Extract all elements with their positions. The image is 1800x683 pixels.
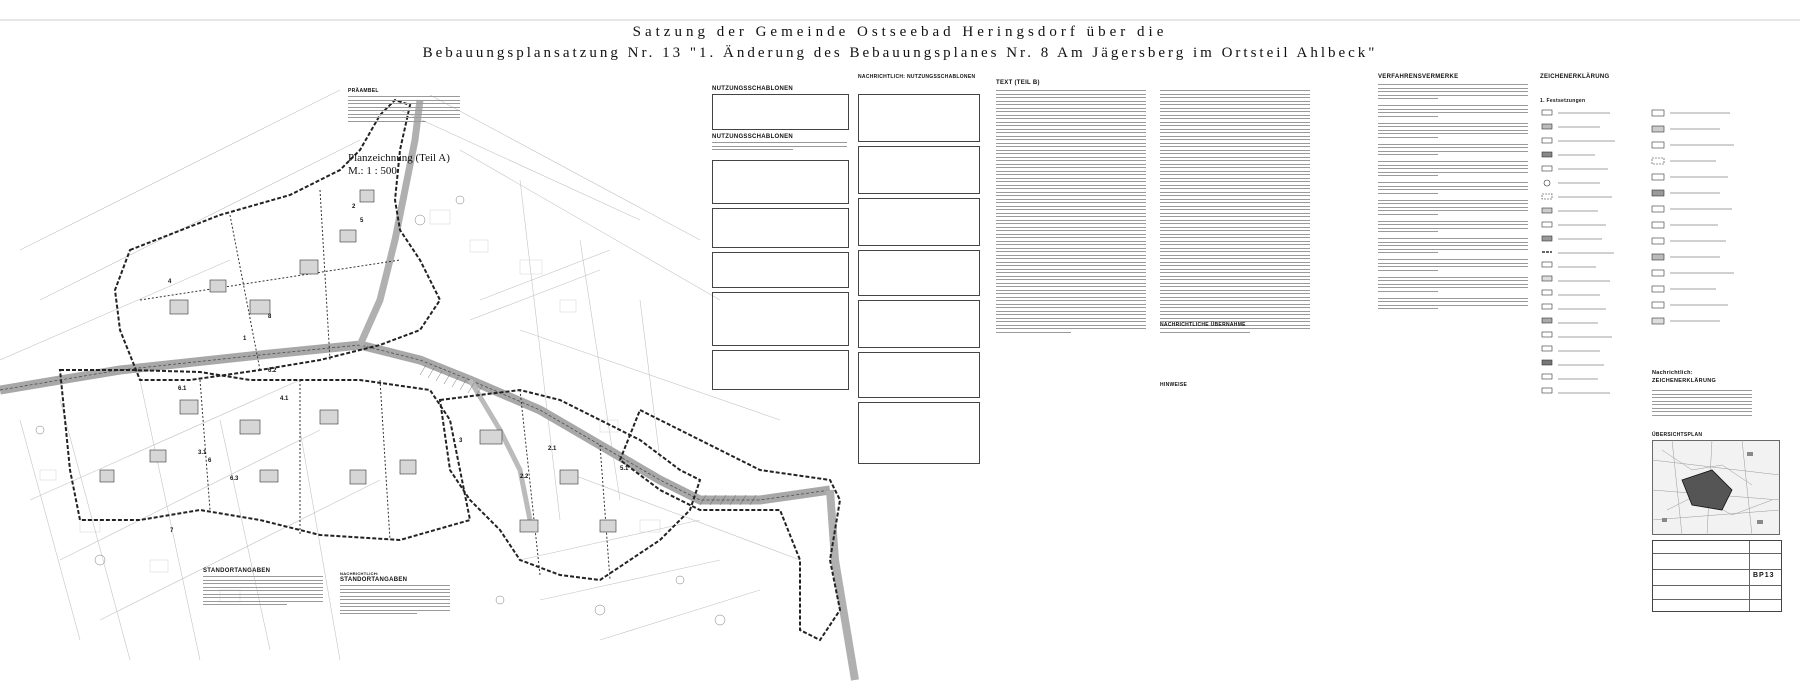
overview-map [1652, 440, 1780, 535]
area-label-6: 6 [208, 458, 212, 464]
plan-code: BP13 [1753, 572, 1775, 579]
area-label-51: 5.1 [620, 466, 629, 472]
area-label-41: 4.1 [280, 396, 289, 402]
area-label-8: 8 [268, 314, 272, 320]
north-road [360, 100, 420, 345]
text-teil-b-heading: TEXT (TEIL B) [996, 80, 1040, 86]
text-teil-b-col2 [1160, 90, 1310, 335]
south-road [830, 490, 855, 680]
main-road [0, 345, 830, 500]
area-label-61: 6.1 [178, 386, 187, 392]
area-label-3: 3 [459, 438, 463, 444]
plan-heading-scale: M.: 1 : 500 [348, 165, 397, 177]
festsetzungen-heading: 1. Festsetzungen [1540, 98, 1586, 104]
nutzung-table-5 [712, 292, 849, 346]
document-title-line1: Satzung der Gemeinde Ostseebad Heringsdorf über die [632, 24, 1168, 40]
plan-boundary-north [115, 100, 440, 380]
nachrichtlich-table-4 [858, 250, 980, 296]
hinweise-heading: HINWEISE [1160, 382, 1188, 388]
plan-heading-title: Planzeichnung (Teil A) [348, 152, 450, 164]
nachrichtlich-table-7 [858, 402, 980, 464]
area-label-7: 7 [170, 528, 174, 534]
nutzung-table-3 [712, 208, 849, 248]
nutzung-heading-2: NUTZUNGSSCHABLONEN [712, 134, 794, 140]
document-title-line2: Bebauungsplansatzung Nr. 13 "1. Änderung des Bebauungsplanes Nr. 8 Am Jägersberg im Ortsteil Ahlbeck" [422, 45, 1378, 61]
uebersichtsplan-heading: ÜBERSICHTSPLAN [1652, 432, 1703, 438]
nutzung-table-1 [712, 94, 849, 130]
area-label-63: 6.3 [230, 476, 239, 482]
title-block [1652, 540, 1782, 612]
plan-boundary-corridor [620, 410, 840, 640]
nachrichtliche-uebernahme-heading: NACHRICHTLICHE ÜBERNAHME [1160, 322, 1246, 328]
nachrichtlich-table-1 [858, 94, 980, 142]
legend-symbols [1540, 106, 1660, 406]
verfahren-heading: VERFAHRENSVERMERKE [1378, 74, 1459, 80]
preamble-text [348, 96, 460, 124]
nutzung-table-4 [712, 252, 849, 288]
area-label-62: 6.2 [268, 368, 277, 374]
nutzung-nachrichtlich-heading: NACHRICHTLICH: NUTZUNGSSCHABLONEN [858, 74, 976, 80]
text-teil-b-col1 [996, 90, 1146, 335]
nutzung-heading: NUTZUNGSSCHABLONEN [712, 86, 794, 92]
verfahren-text [1378, 84, 1528, 312]
nutzung-table-2 [712, 160, 849, 204]
nachrichtlich-table-5 [858, 300, 980, 348]
area-label-1: 1 [243, 336, 247, 342]
area-labels [168, 204, 629, 534]
zeichen-heading: ZEICHENERKLÄRUNG [1540, 74, 1610, 80]
standort-heading-2: STANDORTANGABEN [340, 577, 408, 583]
nachrichtlich-table-6 [858, 352, 980, 398]
plan-heading [348, 152, 450, 178]
area-label-5: 5 [360, 218, 364, 224]
standort-heading-1: STANDORTANGABEN [203, 568, 271, 574]
legend-symbols-right [1650, 106, 1750, 346]
standort-prefix-2: NACHRICHTLICH: [340, 571, 379, 576]
nutzung-table-6 [712, 350, 849, 390]
nachrichtlich-label: Nachrichtlich: [1652, 370, 1693, 376]
nachrichtlich-table-3 [858, 198, 980, 246]
area-label-31: 3.1 [198, 450, 207, 456]
area-label-2: 2 [352, 204, 356, 210]
area-label-22: 2.2 [520, 474, 529, 480]
area-label-21: 2.1 [548, 446, 557, 452]
nachrichtlich-zeichen-heading: ZEICHENERKLÄRUNG [1652, 378, 1717, 384]
nachrichtlich-table-2 [858, 146, 980, 194]
preamble-heading: PRÄAMBEL [348, 88, 379, 94]
area-label-4: 4 [168, 279, 172, 285]
